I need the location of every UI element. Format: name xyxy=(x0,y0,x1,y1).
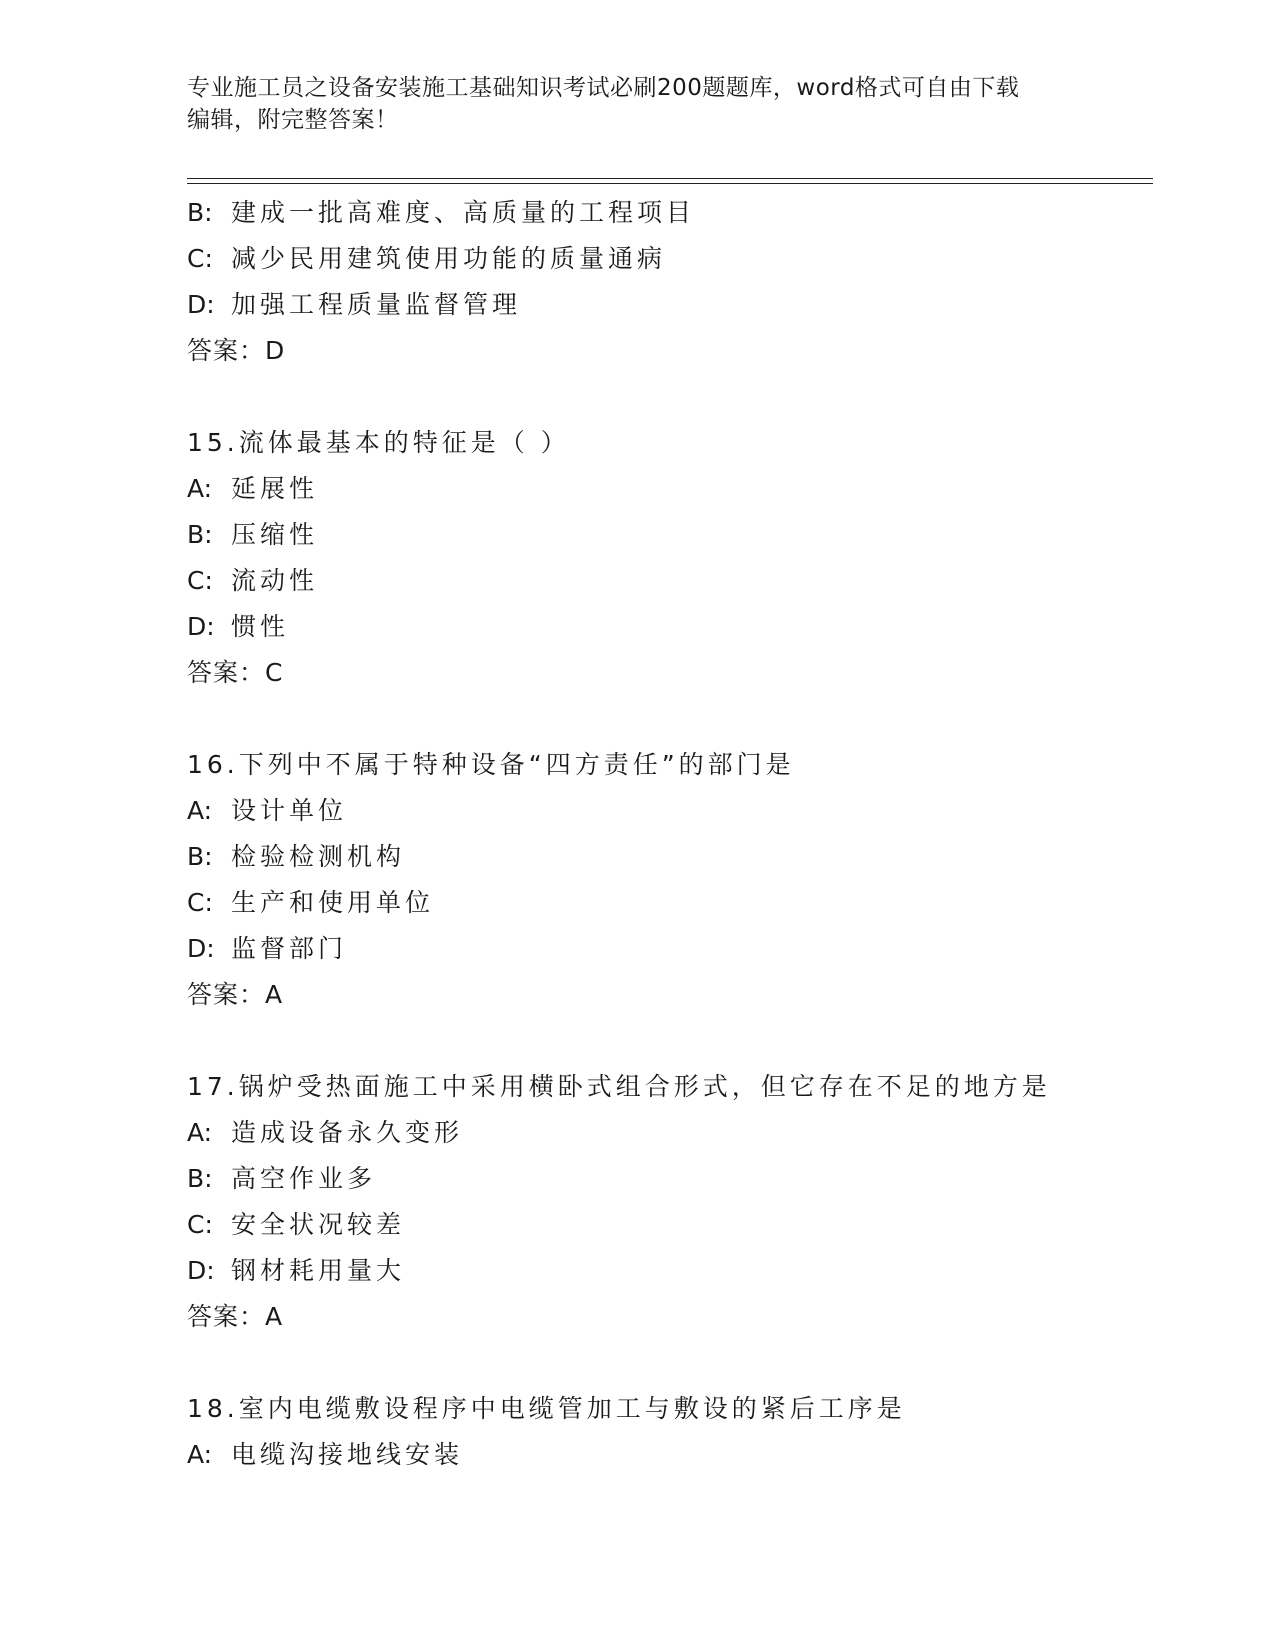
option-text: 生产和使用单位 xyxy=(231,888,435,917)
option-c xyxy=(187,1202,1147,1248)
option-key: D: xyxy=(187,612,215,641)
spacer xyxy=(187,374,1147,420)
option-c xyxy=(187,880,1147,926)
option-key: A: xyxy=(187,1440,213,1469)
option-c xyxy=(187,558,1147,604)
option-text: 流动性 xyxy=(231,566,319,595)
header-line-2: 编辑，附完整答案！ xyxy=(187,107,399,133)
option-d xyxy=(187,1248,1147,1294)
header-divider-top xyxy=(187,178,1153,179)
option-key: A: xyxy=(187,796,213,825)
option-text: 安全状况较差 xyxy=(231,1210,406,1239)
answer-line: 答案：C xyxy=(187,658,284,687)
option-key: C: xyxy=(187,566,213,595)
option-key: D: xyxy=(187,934,215,963)
option-text: 加强工程质量监督管理 xyxy=(231,290,522,319)
header-divider-bottom xyxy=(187,183,1153,184)
answer-line: 答案：A xyxy=(187,1302,284,1331)
question-block xyxy=(187,1064,1147,1340)
question-block xyxy=(187,190,1147,374)
option-b xyxy=(187,512,1147,558)
option-b xyxy=(187,1156,1147,1202)
option-a xyxy=(187,788,1147,834)
option-text: 设计单位 xyxy=(231,796,348,825)
option-text: 建成一批高难度、高质量的工程项目 xyxy=(231,198,696,227)
option-text: 检验检测机构 xyxy=(231,842,406,871)
spacer xyxy=(187,1018,1147,1064)
option-key: A: xyxy=(187,1118,213,1147)
option-text: 监督部门 xyxy=(231,934,348,963)
question-text: 15.流体最基本的特征是（ ） xyxy=(187,428,570,457)
answer-line: 答案：D xyxy=(187,336,286,365)
option-key: B: xyxy=(187,520,213,549)
option-text: 钢材耗用量大 xyxy=(231,1256,406,1285)
option-key: D: xyxy=(187,1256,215,1285)
option-key: B: xyxy=(187,1164,213,1193)
option-key: B: xyxy=(187,198,213,227)
option-d xyxy=(187,282,1147,328)
option-key: C: xyxy=(187,244,213,273)
question-text: 16.下列中不属于特种设备“四方责任”的部门是 xyxy=(187,750,795,779)
option-text: 惯性 xyxy=(231,612,290,641)
option-text: 高空作业多 xyxy=(231,1164,377,1193)
option-a xyxy=(187,1110,1147,1156)
option-b xyxy=(187,834,1147,880)
option-text: 延展性 xyxy=(231,474,319,503)
document-header xyxy=(187,72,1087,136)
question-block xyxy=(187,742,1147,1018)
spacer xyxy=(187,696,1147,742)
question-text: 17.锅炉受热面施工中采用横卧式组合形式，但它存在不足的地方是 xyxy=(187,1072,1051,1101)
option-c xyxy=(187,236,1147,282)
option-a xyxy=(187,1432,1147,1478)
option-key: D: xyxy=(187,290,215,319)
question-block xyxy=(187,420,1147,696)
question-text: 18.室内电缆敷设程序中电缆管加工与敷设的紧后工序是 xyxy=(187,1394,906,1423)
option-key: B: xyxy=(187,842,213,871)
option-text: 电缆沟接地线安装 xyxy=(231,1440,464,1469)
option-key: C: xyxy=(187,888,213,917)
header-line-1: 专业施工员之设备安装施工基础知识考试必刷200题题库，word格式可自由下载 xyxy=(187,75,1020,101)
option-text: 压缩性 xyxy=(231,520,319,549)
option-d xyxy=(187,604,1147,650)
option-key: C: xyxy=(187,1210,213,1239)
question-block xyxy=(187,1386,1147,1478)
question-list xyxy=(187,190,1147,1478)
answer-line: 答案：A xyxy=(187,980,284,1009)
option-text: 减少民用建筑使用功能的质量通病 xyxy=(231,244,667,273)
spacer xyxy=(187,1340,1147,1386)
option-a xyxy=(187,466,1147,512)
option-d xyxy=(187,926,1147,972)
option-text: 造成设备永久变形 xyxy=(231,1118,464,1147)
option-key: A: xyxy=(187,474,213,503)
option-b xyxy=(187,190,1147,236)
